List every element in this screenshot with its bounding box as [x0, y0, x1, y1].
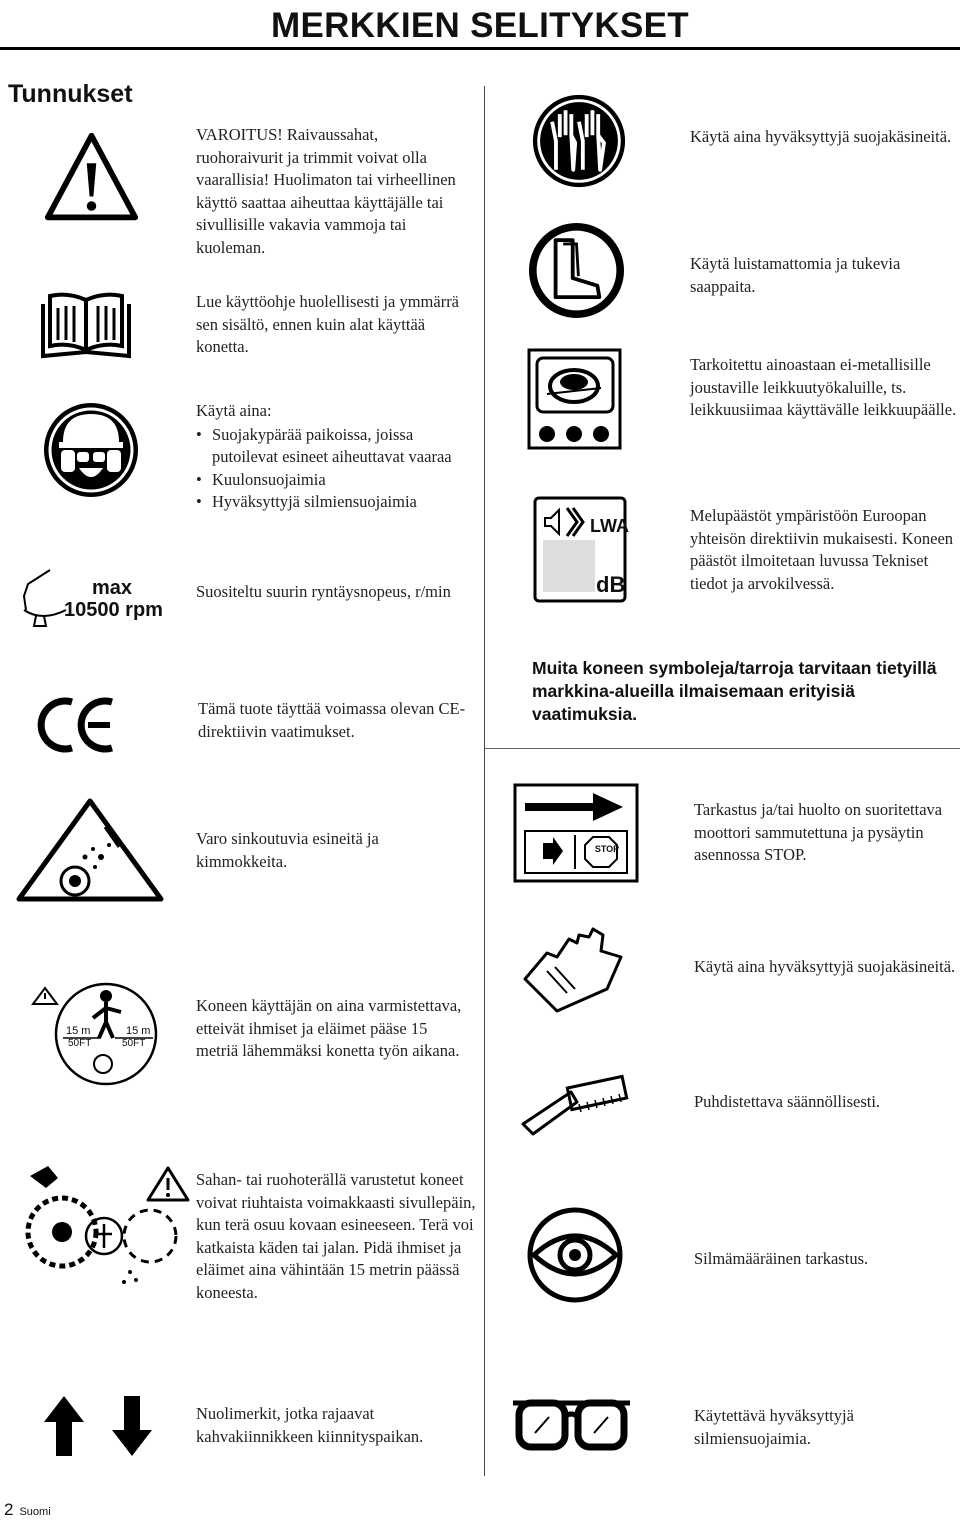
db-label: dB: [596, 572, 626, 597]
gloves-text: Käytä aina hyväksyttyjä suojakäsineitä.: [690, 127, 952, 146]
projectile-warning-icon: [14, 797, 166, 903]
trimmer-head-icon: [527, 348, 622, 450]
distance-feet-label: 50FT: [68, 1038, 92, 1049]
ce-mark-icon: [36, 697, 118, 753]
warning-triangle-icon: [44, 130, 139, 225]
manual-text: Lue käyttöohje huolellisesti ja ymmärrä sen sisältö, ennen kuin alat käyttää konetta.: [196, 292, 460, 356]
column-divider: [484, 86, 485, 1476]
kickback-icon: [14, 1162, 192, 1292]
glove-clean-icon: [517, 927, 627, 1017]
warning-text: VAROITUS! Raivaussahat, ruohoraivurit ja trimmit voivat olla vaarallisia! Huolimaton tai virheellinen käyttö saattaa aiheuttaa käyttäjälle tai sivullisille vakavia vammoja tai kuoleman.: [196, 125, 456, 257]
projectiles-text: Varo sinkoutuvia esineitä ja kimmokkeita.: [196, 829, 379, 871]
page-title: MERKKIEN SELITYKSET: [271, 6, 689, 45]
arrow-down-icon: [112, 1396, 152, 1456]
ppe-item-ear: • Kuulonsuojaimia: [196, 469, 464, 492]
eye-inspection-icon: [520, 1207, 630, 1303]
boots-text: Käytä luistamattomia ja tukevia saappaita.: [690, 254, 901, 296]
stop-switch-icon: [513, 783, 639, 883]
goggles-text: Käytettävä hyväksyttyjä silmiensuojaimia.: [694, 1406, 854, 1448]
max-label: max: [92, 577, 133, 599]
market-divider: [485, 748, 960, 749]
visual-text: Silmämääräinen tarkastus.: [694, 1249, 869, 1268]
stop-text: Tarkastus ja/tai huolto on suoritettava moottori sammutettuna ja pysäytin asennossa STOP.: [694, 800, 943, 864]
goggles-icon: [509, 1395, 634, 1455]
clean-text: Puhdistettava säännöllisesti.: [694, 1092, 881, 1111]
boots-icon: [529, 223, 624, 318]
ce-text: Tämä tuote täyttää voimassa olevan CE-direktiivin vaatimukset.: [198, 699, 466, 741]
page-number: 2: [4, 1500, 14, 1519]
lwa-label: LWA: [590, 516, 629, 536]
other-markets-text: Muita koneen symboleja/tarroja tarvitaan tietyillä markkina-alueilla ilmaisemaan erityisiä vaatimuksia.: [532, 658, 937, 724]
footer-language: Suomi: [19, 1506, 51, 1518]
arrow-up-icon: [44, 1396, 84, 1456]
helmet-protection-icon: [41, 400, 141, 500]
glove2-text: Käytä aina hyväksyttyjä suojakäsineitä.: [694, 957, 956, 976]
ppe-block: [196, 400, 464, 514]
ppe-item-eye: • Hyväksyttyjä silmiensuojaimia: [196, 491, 464, 514]
stop-label: STOP: [594, 844, 620, 854]
noise-text: Melupäästöt ympäristöön Euroopan yhteisön direktiivin mukaisesti. Koneen päästöt ilmoitetaan luvussa Tekniset tiedot ja arvokilvessä.: [690, 506, 954, 593]
max-rpm-icon: [20, 566, 70, 628]
gloves-icon: [531, 93, 627, 189]
page-footer: [4, 1500, 51, 1520]
distance-meter-label-right: 15 m: [126, 1025, 151, 1037]
speed-text: Suositeltu suurin ryntäysnopeus, r/min: [196, 582, 451, 601]
section-heading: Tunnukset: [8, 80, 133, 108]
brush-icon: [519, 1074, 629, 1138]
rpm-label: 10500 rpm: [64, 599, 163, 621]
kickback-text: Sahan- tai ruohoterällä varustetut koneet voivat riuhtaista voimakkaasti sivullepäin, kun terä osuu kovaan esineeseen. Terä voi katkaista käden tai jalan. Pidä ihmiset ja eläimet aina vähintään 15 metrin päässä koneesta.: [196, 1170, 476, 1302]
distance-meter-label: 15 m: [66, 1025, 91, 1037]
manual-book-icon: [40, 290, 132, 360]
ppe-item-helmet: • Suojakypärää paikoissa, joissa putoilevat esineet aiheuttavat vaaraa: [196, 424, 464, 469]
distance-text: Koneen käyttäjän on aina varmistettava, etteivät ihmiset ja eläimet pääse 15 metriä lähemmäksi konetta työn aikana.: [196, 996, 462, 1060]
distance-feet-label-right: 50FT: [122, 1038, 146, 1049]
title-rule: [0, 47, 960, 50]
arrows-text: Nuolimerkit, jotka rajaavat kahvakiinnikkeen kiinnityspaikan.: [196, 1404, 424, 1446]
trimmer-text: Tarkoitettu ainoastaan ei-metallisille joustaville leikkuutyökaluille, ts. leikkuusiimaa käyttävälle leikkuupäälle.: [690, 355, 957, 419]
ppe-intro: Käytä aina:: [196, 401, 272, 420]
